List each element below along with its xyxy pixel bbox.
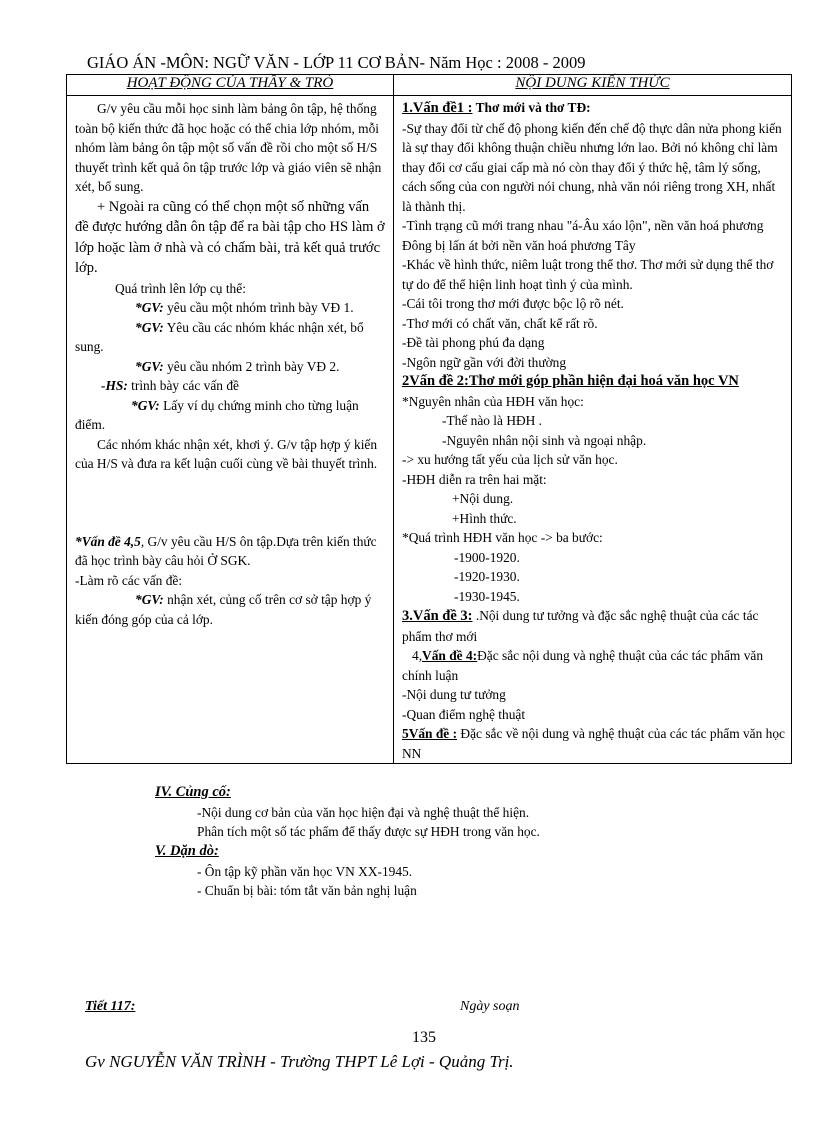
content-line: +Hình thức. (452, 510, 517, 526)
activities-cell (67, 96, 394, 764)
topic-5-heading: 5Vấn đề : Đặc sắc về nội dung và nghệ thuật của các tác phẩm văn học NN (402, 726, 785, 761)
activity-conclusion: Các nhóm khác nhận xét, khơi ý. G/v tập hợp ý kiến của H/S và đưa ra kết luận cuối cùng về bài thuyết trình. (75, 436, 378, 471)
spacer (75, 474, 385, 532)
activity-clarify: -Làm rõ các vấn đề: (75, 572, 183, 588)
content-line: -1930-1945. (454, 588, 520, 604)
homework-line: - Ôn tập kỹ phần văn học VN XX-1945. (197, 863, 413, 879)
content-line: -> xu hướng tất yếu của lịch sử văn học. (402, 452, 618, 467)
topic-3-heading: 3.Vấn đề 3: .Nội dung tư tưởng và đặc sắc nghệ thuật của các tác phẩm thơ mới (402, 608, 759, 644)
homework-section (155, 842, 417, 901)
content-line: +Nội dung. (452, 491, 514, 506)
content-line: -Thế nào là HĐH . (442, 413, 543, 428)
consolidation-section (155, 783, 540, 842)
content-line: -HĐH diễn ra trên hai mặt: (402, 471, 547, 487)
content-line: -Quan điểm nghệ thuật (402, 706, 526, 722)
content-line: -Thơ mới có chất văn, chất kể rất rõ. (402, 315, 598, 331)
lesson-plan-table (66, 74, 792, 764)
content-line: -Khác về hình thức, niêm luật trong thể thơ. Thơ mới sử dụng thể thơ tự do để thể hiện linh hoạt tình ý của mình. (402, 257, 774, 292)
homework-line: - Chuẩn bị bài: tóm tắt văn bản nghị luận (197, 883, 417, 898)
activity-alternative: + Ngoài ra cũng có thể chọn một số những vấn đề được hướng dẫn ôn tập để ra bài tập cho HS làm ở lớp hoặc làm ở nhà và có chấm bài, trả kết quả trước lớp. (75, 198, 385, 276)
content-line: *Quá trình HĐH văn học -> ba bước: (402, 530, 603, 545)
footer-author: Gv NGUYỄN VĂN TRÌNH - Trường THPT Lê Lợi - Quảng Trị. (85, 1052, 514, 1071)
column-header-content: NỘI DUNG KIẾN THỨC (394, 75, 792, 96)
content-line: -Nguyên nhân nội sinh và ngoại nhập. (442, 432, 647, 448)
content-line: -1920-1930. (454, 569, 520, 584)
content-line: -1900-1920. (454, 549, 520, 565)
column-header-activities: HOẠT ĐỘNG CỦA THẦY & TRÒ (67, 75, 394, 96)
lesson-number: Tiết 117: (85, 999, 136, 1014)
activity-gv-2: *GV: Yêu cầu các nhóm khác nhận xét, bổ sung. (75, 319, 364, 354)
consolidation-line: -Nội dung cơ bản của văn học hiện đại và nghệ thuật thể hiện. (197, 804, 530, 820)
document-header-title: GIÁO ÁN -MÔN: NGỮ VĂN - LỚP 11 CƠ BẢN- Năm Học : 2008 - 2009 (87, 53, 586, 72)
content-line: *Nguyên nhân của HĐH văn học: (402, 393, 584, 409)
content-cell (394, 96, 792, 764)
activity-gv-3: *GV: yêu cầu nhóm 2 trình bày VĐ 2. (135, 358, 340, 374)
activity-process-label: Quá trình lên lớp cụ thể: (115, 280, 246, 296)
content-line: -Ngôn ngữ gần với đời thường (402, 354, 567, 370)
activity-hs: -HS: trình bày các vấn đề (101, 378, 239, 393)
consolidation-line: Phân tích một số tác phẩm để thấy được sự HĐH trong văn học. (197, 824, 540, 839)
content-line: -Đề tài phong phú đa dạng (402, 335, 545, 350)
topic-1-heading: 1.Vấn đề1 : Thơ mới và thơ TĐ: (402, 100, 591, 116)
content-line: -Cái tôi trong thơ mới được bộc lộ rõ nét. (402, 296, 624, 311)
activity-gv-1: *GV: yêu cầu một nhóm trình bày VĐ 1. (135, 300, 354, 315)
topic-4-heading: 4,Vấn đề 4:Đặc sắc nội dung và nghệ thuật của các tác phẩm văn chính luận (402, 648, 764, 683)
preparation-date-label: Ngày soạn (460, 999, 520, 1014)
content-line: -Sự thay đổi từ chế độ phong kiến đến chế độ thực dân nửa phong kiến là sự thay đổi không thuận chiều nhưng lớn lao. Bởi nó không chỉ làm thay đổi cơ cấu giai cấp mà nó còn thay đổi ý thức hệ, tâm lý sống, cách sống của con người nói chung, nhà văn nói riêng trong XH, nhất là thành thị. (402, 120, 782, 214)
activity-gv-4: *GV: Lấy ví dụ chứng minh cho từng luận điểm. (75, 397, 359, 432)
page-number: 135 (412, 1029, 436, 1046)
activity-gv-5: *GV: nhận xét, củng cố trên cơ sở tập hợp ý kiến đóng góp của cả lớp. (75, 592, 372, 627)
homework-heading: V. Dặn dò: (155, 843, 219, 859)
content-line: -Tình trạng cũ mới trang nhau "á-Âu xáo lộn", nền văn hoá phương Đông bị lấn át bởi nền văn hoá phương Tây (402, 218, 764, 253)
content-line: -Nội dung tư tưởng (402, 687, 506, 702)
activity-intro: G/v yêu cầu mỗi học sinh làm bảng ôn tập, hệ thống toàn bộ kiến thức đã học hoặc có thể chia lớp nhóm, mỗi nhóm làm bảng ôn tập một số vấn đề rồi cho một số H/S thuyết trình kết quả ôn tập trước lớp và giáo viên sẽ nhận xét, bổ sung. (75, 101, 382, 194)
activity-topic-4-5: *Vấn đề 4,5, G/v yêu cầu H/S ôn tập.Dựa trên kiến thức đã học trình bày câu hỏi Ở SGK. (75, 533, 377, 568)
consolidation-heading: IV. Củng cố: (155, 784, 231, 800)
topic-2-heading: 2Vấn đề 2:Thơ mới góp phần hiện đại hoá văn học VN (402, 373, 739, 389)
